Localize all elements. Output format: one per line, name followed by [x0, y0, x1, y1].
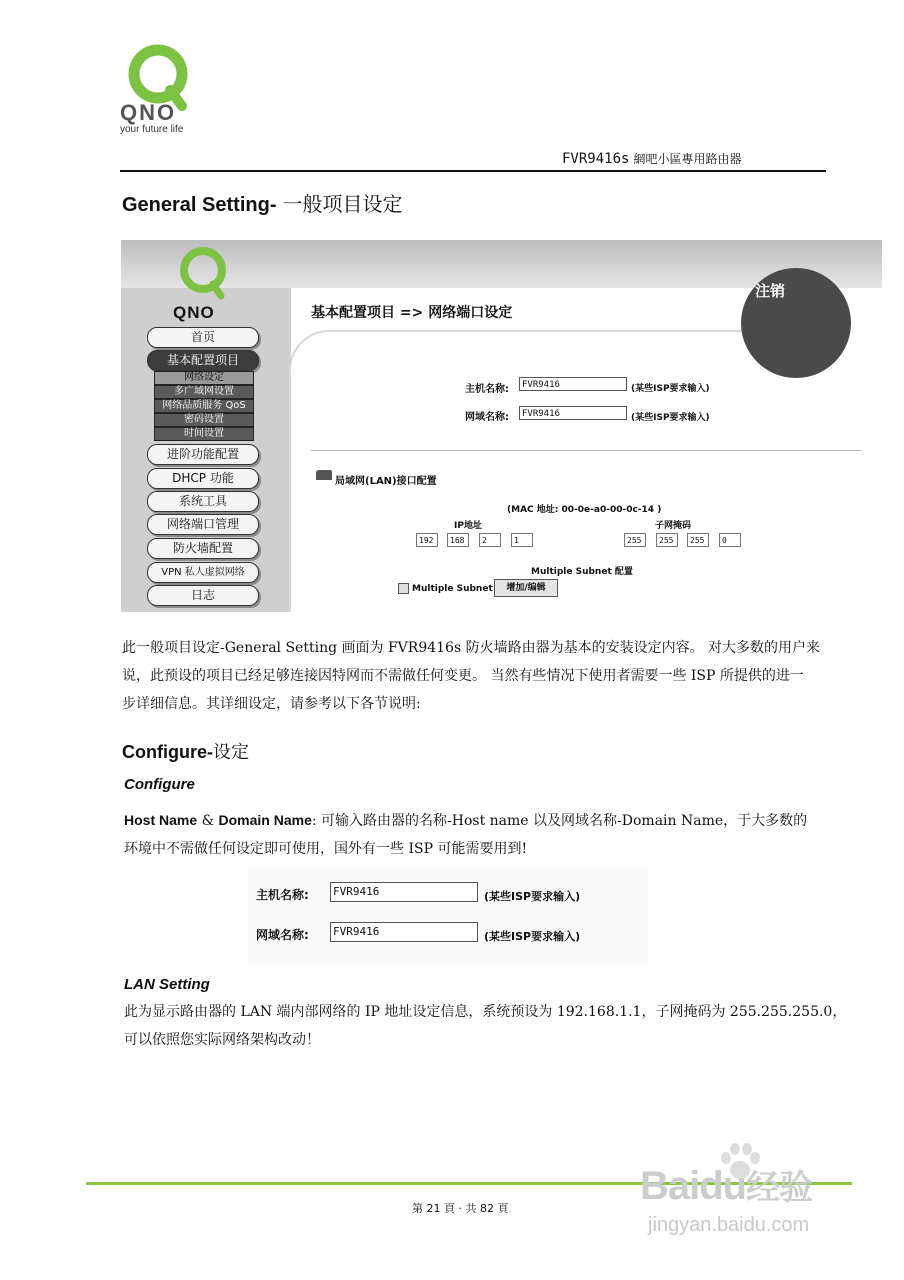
- baidu-watermark: Baidu经验: [640, 1164, 813, 1208]
- host-name-input[interactable]: FVR9416: [519, 377, 627, 391]
- mask-octet-2[interactable]: 255: [656, 533, 678, 547]
- subnav-password[interactable]: 密码设置: [154, 413, 254, 427]
- host-name-label-2: 主机名称:: [256, 888, 309, 902]
- lan-line-1: 此为显示路由器的 LAN 端内部网络的 IP 地址设定信息，系统预设为 192.168.1.1，子网掩码为 255.255.255.0，: [124, 1004, 847, 1020]
- domain-name-term: Domain Name: [218, 812, 312, 828]
- configure-heading: [122, 738, 249, 764]
- nav-advanced[interactable]: 进阶功能配置: [147, 444, 259, 465]
- nav-system-tools[interactable]: 系统工具: [147, 491, 259, 512]
- nav-firewall[interactable]: 防火墙配置: [147, 538, 259, 559]
- subnav-network-setting[interactable]: 网络设定: [154, 371, 254, 385]
- host-domain-screenshot: [248, 868, 648, 964]
- ip-octet-3[interactable]: 2: [479, 533, 501, 547]
- logout-label[interactable]: 注销: [755, 282, 786, 300]
- folder-icon: [315, 468, 333, 482]
- subnet-mask-label: 子网掩码: [655, 521, 692, 531]
- mask-octet-4[interactable]: 0: [719, 533, 741, 547]
- host-name-term: Host Name: [124, 812, 198, 828]
- lan-setting-heading: LAN Setting: [124, 976, 210, 993]
- domain-isp-note-2: (某些ISP要求输入): [484, 930, 581, 943]
- intro-line-2: 说，此预设的项目已经足够连接因特网而不需做任何变更。 当然有些情况下使用者需要一些 ISP 所提供的进一: [122, 668, 804, 684]
- ip-label: IP地址: [454, 521, 482, 531]
- lan-line-2: 可以依照您实际网络架构改动！: [124, 1032, 320, 1048]
- ip-octet-1[interactable]: 192: [416, 533, 438, 547]
- host-domain-line-2: 环境中不需做任何设定即可使用，国外有一些 ISP 可能需要用到!: [124, 841, 528, 857]
- intro-line-3: 步详细信息。其详细设定，请参考以下各节说明:: [122, 696, 421, 712]
- host-isp-note-2: (某些ISP要求输入): [484, 890, 581, 903]
- nav-port-management[interactable]: 网络端口管理: [147, 514, 259, 535]
- page-title-cn: 一般项目设定: [282, 192, 403, 216]
- section-divider: [311, 450, 861, 451]
- host-name-label: 主机名称:: [465, 384, 509, 395]
- domain-name-label-2: 网域名称:: [256, 928, 309, 942]
- mac-address: (MAC 地址: 00-0e-a0-00-0c-14 ): [507, 505, 662, 515]
- lan-section-title: 局域网(LAN)接口配置: [335, 476, 437, 487]
- intro-line-1: 此一般项目设定-General Setting 画面为 FVR9416s 防火墙路由器为基本的安装设定内容。 对大多数的用户来: [122, 640, 821, 656]
- add-edit-button[interactable]: 增加/编辑: [494, 579, 558, 597]
- ip-octet-4[interactable]: 1: [511, 533, 533, 547]
- ip-octet-2[interactable]: 168: [447, 533, 469, 547]
- product-name: FVR9416s: [562, 151, 630, 167]
- header-product: [562, 150, 741, 167]
- configure-subheading: Configure: [124, 776, 195, 793]
- configure-heading-en: Configure-: [122, 742, 213, 762]
- host-domain-text: : 可输入路由器的名称-Host name 以及网域名称-Domain Name，于大多数的: [311, 813, 808, 829]
- nav-basic-config[interactable]: 基本配置项目: [147, 350, 259, 371]
- mask-octet-1[interactable]: 255: [624, 533, 646, 547]
- svg-text:QNO: QNO: [173, 303, 215, 322]
- domain-name-input[interactable]: FVR9416: [519, 406, 627, 420]
- host-isp-note: (某些ISP要求输入): [631, 384, 710, 394]
- subnav-time[interactable]: 时间设置: [154, 427, 254, 441]
- baidu-watermark-url: jingyan.baidu.com: [648, 1214, 810, 1236]
- product-subtitle: 網吧小區專用路由器: [633, 152, 742, 166]
- qno-logo-small: [173, 242, 235, 324]
- configure-heading-cn: 设定: [212, 742, 249, 763]
- multiple-subnet-label: Multiple Subnet: [412, 584, 493, 594]
- domain-name-label: 网域名称:: [465, 412, 509, 423]
- domain-name-input-2[interactable]: FVR9416: [330, 922, 478, 942]
- multiple-subnet-title: Multiple Subnet 配置: [531, 567, 633, 577]
- domain-isp-note: (某些ISP要求输入): [631, 413, 710, 423]
- nav-vpn[interactable]: VPN 私人虚拟网络: [147, 562, 259, 583]
- host-name-input-2[interactable]: FVR9416: [330, 882, 478, 902]
- multiple-subnet-checkbox[interactable]: [398, 583, 409, 594]
- page-title-en: General Setting-: [122, 194, 277, 216]
- nav-home[interactable]: 首页: [147, 327, 259, 348]
- intro-paragraph: [122, 634, 862, 718]
- subnav-qos[interactable]: 网络品质服务 QoS: [154, 399, 254, 413]
- logo-tagline: your future life: [120, 124, 184, 135]
- host-domain-line-1: Host Name & Domain Name: 可输入路由器的名称-Host name 以及网域名称-Domain Name，于大多数的: [124, 812, 808, 829]
- lan-setting-paragraph: [124, 998, 862, 1054]
- nav-dhcp[interactable]: DHCP 功能: [147, 468, 259, 489]
- header-divider: [120, 170, 826, 172]
- page-title: [122, 188, 402, 217]
- page-number: 第 21 頁 · 共 82 頁: [412, 1202, 509, 1215]
- screen-title: 基本配置项目 => 网络端口设定: [311, 305, 513, 321]
- subnav-multi-wan[interactable]: 多广域网设置: [154, 385, 254, 399]
- mask-octet-3[interactable]: 255: [687, 533, 709, 547]
- nav-log[interactable]: 日志: [147, 585, 259, 606]
- host-domain-paragraph: [124, 806, 864, 863]
- router-ui-screenshot: [121, 240, 882, 612]
- svg-text:QNO: QNO: [120, 100, 177, 125]
